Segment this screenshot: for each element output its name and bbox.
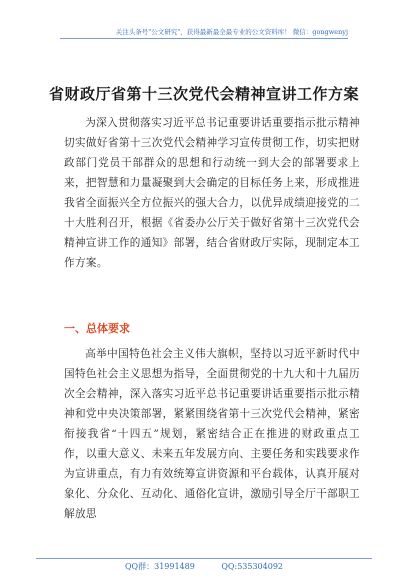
footer-qq: QQ:535304092 (221, 562, 283, 571)
section-heading-general-requirements: 一、总体要求 (64, 322, 130, 335)
section-1-paragraph-text: 高举中国特色社会主义伟大旗帜，坚持以习近平新时代中国特色社会主义思想为指导，全面贯彻党的十九大和十九届历次全会精神，深入落实习近平总书记重要讲话重要指示批示精神和党中央决策部署，紧紧围绕省第十三次党代会精神，紧密衔接我省“十四五”规划，紧密结合正在推进的财政重点工作，以重大意义、未来五年发展方向、主要任务和实践要求作为宣讲重点，有力有效统筹宣讲资源和平台载体，认真开展对象化、分众化、互动化、通俗化宣讲，激励引导全厅干部职工解放思 (64, 348, 360, 520)
footer (36, 558, 372, 573)
footer-qq-group: QQ群：31991489 (124, 562, 195, 571)
header-promo: 关注头条号"公文研究"，获得最新最全最专业的公文资料库！ 微信：gongwenyj (60, 28, 348, 39)
page-title: 省财政厅省第十三次党代会精神宣讲工作方案 (48, 85, 359, 103)
intro-paragraph (64, 113, 360, 273)
intro-paragraph-text: 为深入贯彻落实习近平总书记重要讲话重要指示批示精神切实做好省第十三次党代会精神学习宣传贯彻工作，切实把财政部门党员干部群众的思想和行动统一到大会的部署要求上来，把智慧和力量凝聚到大会确定的目标任务上来，形成推进我省全面振兴全方位振兴的强大合力，以优异成绩迎接党的二十大胜利召开，根据《省委办公厅关于做好省第十三次党代会精神宣讲工作的通知》部署，结合省财政厅实际，现制定本工作方案。 (64, 117, 360, 269)
section-1-paragraph (64, 344, 360, 524)
